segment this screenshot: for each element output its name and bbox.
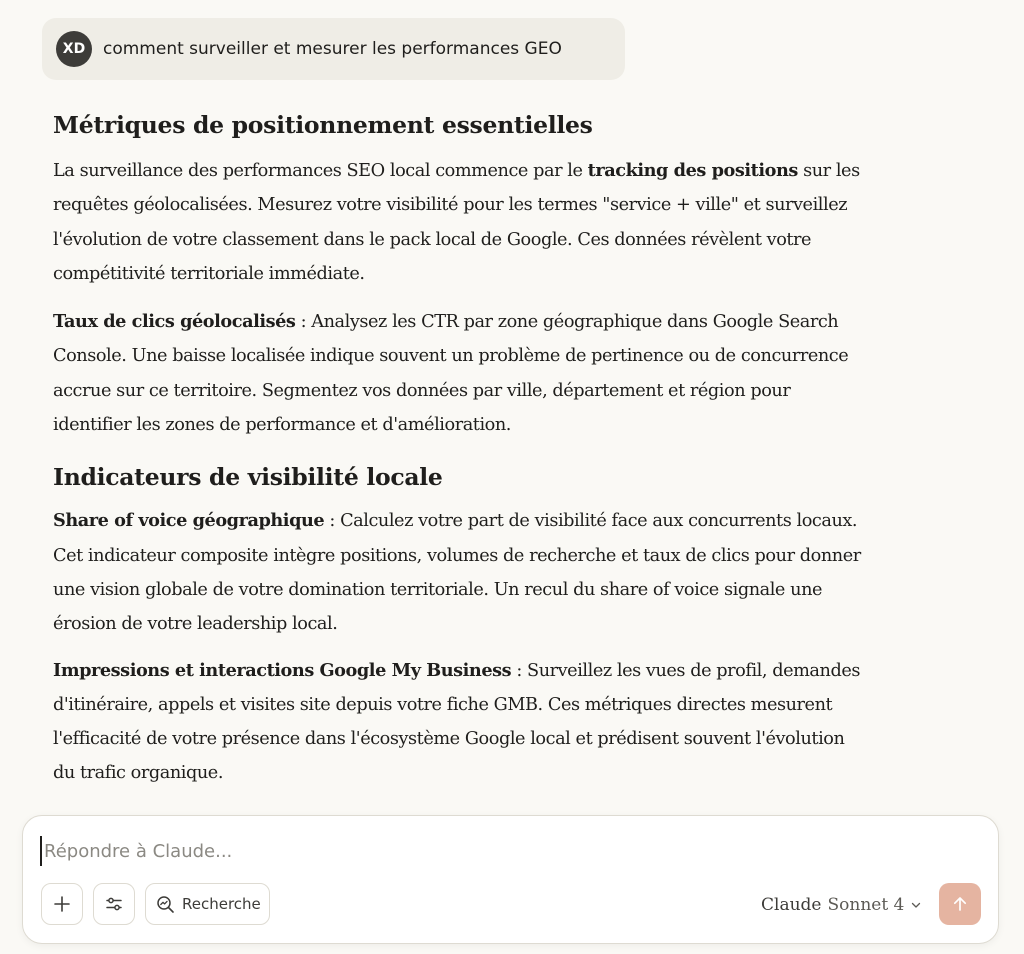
response-paragraph: La surveillance des performances SEO local commence par le tracking des positions sur les requêtes géolocalisées. Mesurez votre visibilité pour les termes "service + ville" et surveillez l'évolution de votre classement dans le pack local de Google. Ces données révèlent votre compétitivité territoriale immédiate. bbox=[53, 160, 860, 284]
response-paragraph: Share of voice géographique : Calculez votre part de visibilité face aux concurrents locaux. Cet indicateur composite intègre positions, volumes de recherche et taux de clics pour donner une vision globale de votre domination territoriale. Un recul du share of voice signale une érosion de votre leadership local. bbox=[53, 510, 861, 635]
research-button[interactable] bbox=[145, 883, 270, 925]
model-name: Claude bbox=[761, 895, 822, 915]
response-paragraph: Taux de clics géolocalisés : Analysez les CTR par zone géographique dans Google Search Console. Une baisse localisée indique souvent un problème de pertinence ou de concurrence accrue sur ce territoire. Segmentez vos données par ville, département et région pour identifier les zones de performance et d'amélioration. bbox=[53, 311, 849, 436]
section-heading: Métriques de positionnement essentielles bbox=[53, 111, 593, 139]
user-message-text: comment surveiller et mesurer les performances GEO bbox=[103, 39, 562, 59]
add-attachment-button[interactable] bbox=[41, 883, 83, 925]
arrow-up-icon bbox=[951, 895, 969, 913]
model-version: Sonnet 4 bbox=[827, 895, 905, 915]
chevron-down-icon bbox=[910, 899, 922, 911]
model-selector[interactable] bbox=[761, 892, 922, 918]
reply-input[interactable] bbox=[40, 836, 944, 866]
sliders-icon bbox=[105, 895, 123, 913]
research-label: Recherche bbox=[182, 895, 261, 913]
bold-term: Taux de clics géolocalisés bbox=[53, 311, 296, 333]
bold-term: Share of voice géographique bbox=[53, 510, 325, 532]
avatar[interactable]: XD bbox=[56, 31, 92, 67]
plus-icon bbox=[53, 895, 71, 913]
bold-term: tracking des positions bbox=[587, 160, 798, 181]
user-message-bubble bbox=[42, 18, 625, 80]
tools-button[interactable] bbox=[93, 883, 135, 925]
search-icon bbox=[156, 895, 175, 914]
response-paragraph: Impressions et interactions Google My Business : Surveillez les vues de profil, demandes d'itinéraire, appels et visites site depuis votre fiche GMB. Ces métriques directes mesurent l'efficacité de votre présence dans l'écosystème Google local et prédisent souvent l'évolution du trafic organique. bbox=[53, 659, 860, 784]
message-composer bbox=[22, 815, 999, 944]
section-heading: Indicateurs de visibilité locale bbox=[53, 463, 443, 492]
send-button[interactable] bbox=[939, 883, 981, 925]
bold-term: Impressions et interactions Google My Business bbox=[53, 659, 512, 681]
assistant-response bbox=[53, 106, 953, 791]
